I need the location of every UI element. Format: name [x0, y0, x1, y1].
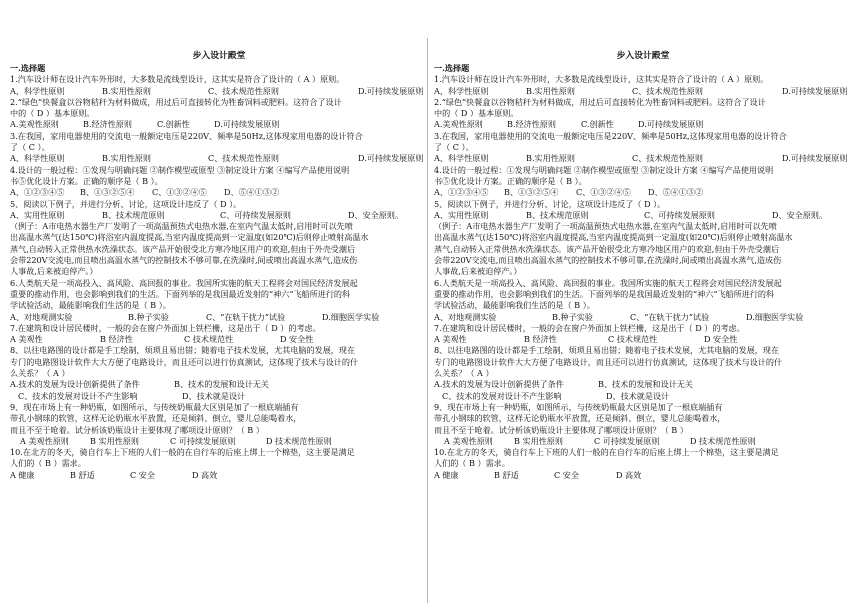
- question-8-cont: 专门的电路图设计软件大大方便了电路设计，而且还可以进行仿真测试，这体现了技术与设计的什: [434, 356, 783, 367]
- question-10-options: [434, 470, 852, 481]
- option-a: A.美观性原则: [434, 119, 483, 130]
- option-d: D、安全原则。: [772, 209, 828, 220]
- column-divider: [427, 38, 428, 603]
- option-c: C、技术的发展对设计不产生影响: [18, 390, 138, 401]
- question-2: 2.“绿色”快餐盒以谷物秸秆为材料做成，用过后可直接转化为牲畜饲料或肥料。这符合了设计: [434, 96, 766, 107]
- question-7-options: [434, 334, 852, 345]
- option-c: C、技术的发展对设计不产生影响: [442, 390, 562, 401]
- option-a: A、科学性原则: [434, 153, 489, 164]
- question-3: 3.在我国，家用电器使用的交流电一般额定电压是220V、频率是50Hz,这体现家用电器的设计符合: [434, 130, 787, 141]
- option-c: C、技术规范性原则: [208, 85, 279, 96]
- option-a: A、科学性原则: [434, 85, 489, 96]
- question-9-cont: 而且不至于呛着。试分析该奶瓶设计主要体现了哪项设计原则？（ B ）: [434, 424, 688, 435]
- question-1-options: [434, 86, 852, 97]
- option-d: D 技术规范性原则: [266, 435, 332, 446]
- option-a: A、对地观测实验: [434, 311, 497, 322]
- option-b: B 实用性原则: [514, 435, 563, 446]
- option-a: A 健康: [10, 469, 35, 480]
- question-10-cont: 人们的（ B ）需求。: [434, 458, 510, 469]
- option-c: C 可持续发展原则: [594, 435, 660, 446]
- option-b: B、技术的发展和设计无关: [174, 379, 269, 390]
- section-heading: 一.选择题: [10, 63, 46, 73]
- option-a: A、实用性原则: [10, 209, 65, 220]
- question-1: 1.汽车设计师在设计汽车外形时，大多数是流线型设计，这其实是符合了设计的（ A ）原则。: [434, 74, 769, 85]
- option-b: B.经济性原则: [83, 119, 132, 130]
- option-c: C、①③②④⑤: [152, 187, 207, 198]
- option-b: B 实用性原则: [90, 435, 139, 446]
- question-7: 7.在建筑和设计居民楼时，一般的会在窗户外面加上铁栏栅，这是出于（ D ）的考虑。: [434, 322, 745, 333]
- question-10-options: [10, 470, 428, 481]
- option-d: D、技术就是设计: [606, 390, 670, 401]
- option-a: A 健康: [434, 469, 459, 480]
- option-b: B.实用性原则: [526, 85, 575, 96]
- option-d: D 技术规范性原则: [690, 435, 756, 446]
- option-a: A 美观性: [434, 334, 467, 345]
- question-8-cont: 么关系？（ A ）: [434, 368, 494, 379]
- question-5-example: 蒸气,自动转入正常供热水洗澡状态。该产品开始很受北方寒冷地区用户的欢迎,但由于外壳受潮后: [10, 243, 356, 254]
- option-c: C 安全: [130, 469, 155, 480]
- question-9-cont: 带孔小钢球的软管，这样无论奶瓶水平放置，还是倾斜、倒立，婴儿总能喝着水，: [10, 413, 302, 424]
- option-a: A.美观性原则: [10, 119, 59, 130]
- question-10: 10.在北方的冬天，骑自行车上下班的人们一般的在自行车的后座上绑上一个棉垫，这主要是满足: [434, 447, 779, 458]
- option-d: D.可持续发展原则: [214, 119, 280, 130]
- section-heading: 一.选择题: [434, 63, 470, 73]
- option-a: A、实用性原则: [434, 209, 489, 220]
- option-b: B、技术规范原则: [102, 209, 165, 220]
- question-3: 3.在我国，家用电器使用的交流电一般额定电压是220V、频率是50Hz,这体现家用电器的设计符合: [10, 130, 363, 141]
- option-b: B.经济性原则: [507, 119, 556, 130]
- question-8: 8、以往电路图的设计都是手工绘制，烦琐且易出错；随着电子技术发展，尤其电脑的发展，现在: [434, 345, 780, 356]
- question-5-example: 出高温水蒸气(达150℃)将浴室内温度提高,当室内温度提高到一定温度(如20℃)后则停止喷射高温水: [434, 232, 793, 243]
- question-5: 5、阅读以下例子，并进行分析、讨论，这项设计违反了（ D ）。: [434, 198, 666, 209]
- question-8-options-row2: [434, 391, 852, 402]
- question-9-cont: 带孔小钢球的软管，这样无论奶瓶水平放置，还是倾斜、倒立，婴儿总能喝着水，: [434, 413, 726, 424]
- question-5-example: 人事故,后来被迫停产。）: [10, 266, 98, 277]
- option-d: D.可持续发展原则: [782, 85, 848, 96]
- question-4-cont: 书⑤优化设计方案。正确的顺序是（ B ）。: [434, 175, 587, 186]
- question-1: 1.汽车设计师在设计汽车外形时，大多数是流线型设计，这其实是符合了设计的（ A ）原则。: [10, 74, 345, 85]
- question-8-options-row1: [434, 379, 852, 390]
- question-6-cont: 重要的推动作用，也会影响到我们的生活。下面列举的是我国最近发射的“神六”飞船所进行的科: [434, 288, 775, 299]
- question-8-options-row2: [10, 391, 428, 402]
- question-4-options: [10, 187, 428, 198]
- question-5-options: [434, 210, 852, 221]
- option-b: B 经济性: [524, 334, 557, 345]
- page-title: 步入设计殿堂: [192, 51, 246, 61]
- question-4-cont: 书⑤优化设计方案。正确的顺序是（ B ）。: [10, 175, 163, 186]
- question-2-cont: 中的（ D ）基本原则。: [10, 108, 95, 119]
- option-d: D 高效: [616, 469, 642, 480]
- question-2-cont: 中的（ D ）基本原则。: [434, 108, 519, 119]
- question-4: 4.设计的一般过程：①发现与明确问题 ②制作模型或原型 ③制定设计方案 ④编写产品使用说明: [10, 164, 350, 175]
- option-d: D 高效: [192, 469, 218, 480]
- question-3-options: [10, 153, 428, 164]
- question-6-options: [10, 312, 428, 323]
- option-d: D 安全性: [704, 334, 738, 345]
- option-b: B.实用性原则: [526, 153, 575, 164]
- option-d: D.可持续发展原则: [358, 153, 424, 164]
- option-a: A 美观性原则: [20, 435, 69, 446]
- question-7-options: [10, 334, 428, 345]
- left-column: [10, 0, 428, 607]
- question-9-options: [434, 436, 852, 447]
- option-a: A、科学性原则: [10, 153, 65, 164]
- question-5-example: 出高温水蒸气(达150℃)将浴室内温度提高,当室内温度提高到一定温度(如20℃)后则停止喷射高温水: [10, 232, 369, 243]
- question-6-cont: 学试验活动，最能影响我们生活的是（ B ）。: [10, 300, 171, 311]
- option-b: B.实用性原则: [102, 85, 151, 96]
- option-b: B、技术规范原则: [526, 209, 589, 220]
- option-b: B.种子实验: [128, 311, 169, 322]
- option-b: B.种子实验: [552, 311, 593, 322]
- question-8-options-row1: [10, 379, 428, 390]
- question-3-cont: 了（ C ）。: [10, 142, 50, 153]
- question-6-cont: 重要的推动作用，也会影响到我们的生活。下面列举的是我国最近发射的“神六”飞船所进行的科: [10, 288, 351, 299]
- option-a: A、①②③④⑤: [10, 187, 65, 198]
- question-10: 10.在北方的冬天，骑自行车上下班的人们一般的在自行车的后座上绑上一个棉垫，这主要是满足: [10, 447, 355, 458]
- question-5-example: 会带220V交流电,而且喷出高温水蒸气的控制技术不够可靠,在洗澡时,间或喷出高温水蒸气,造成伤: [10, 255, 358, 266]
- option-c: C.创新性: [157, 119, 190, 130]
- option-a: A.技术的发展为设计创新提供了条件: [434, 379, 564, 390]
- option-d: D.可持续发展原则: [782, 153, 848, 164]
- question-5-example: 会带220V交流电,而且喷出高温水蒸气的控制技术不够可靠,在洗澡时,间或喷出高温水蒸气,造成伤: [434, 255, 782, 266]
- option-b: B 经济性: [100, 334, 133, 345]
- option-c: C、可持续发展原则: [220, 209, 291, 220]
- option-c: C、①③②④⑤: [576, 187, 631, 198]
- question-5-example: 蒸气,自动转入正常供热水洗澡状态。该产品开始很受北方寒冷地区用户的欢迎,但由于外壳受潮后: [434, 243, 780, 254]
- question-9-options: [10, 436, 428, 447]
- option-c: C、技术规范性原则: [632, 85, 703, 96]
- option-a: A 美观性: [10, 334, 43, 345]
- question-3-options: [434, 153, 852, 164]
- option-c: C 安全: [554, 469, 579, 480]
- question-8-cont: 么关系？（ A ）: [10, 368, 70, 379]
- question-1-options: [10, 86, 428, 97]
- right-column: [434, 0, 852, 607]
- question-6-options: [434, 312, 852, 323]
- option-c: C 可持续发展原则: [170, 435, 236, 446]
- question-6-cont: 学试验活动，最能影响我们生活的是（ B ）。: [434, 300, 595, 311]
- option-a: A 美观性原则: [444, 435, 493, 446]
- question-8: 8、以往电路图的设计都是手工绘制，烦琐且易出错；随着电子技术发展，尤其电脑的发展，现在: [10, 345, 356, 356]
- question-8-cont: 专门的电路图设计软件大大方便了电路设计，而且还可以进行仿真测试，这体现了技术与设计的什: [10, 356, 359, 367]
- question-6: 6.人类航天是一项高投入、高风险、高回报的事业。我国所实施的航天工程将会对国民经济发展起: [434, 277, 782, 288]
- option-b: B、①③②⑤④: [504, 187, 559, 198]
- option-c: C、“在轨干扰力”试验: [206, 311, 286, 322]
- question-3-cont: 了（ C ）。: [434, 142, 474, 153]
- option-a: A、①②③④⑤: [434, 187, 489, 198]
- option-a: A、科学性原则: [10, 85, 65, 96]
- option-b: B.实用性原则: [102, 153, 151, 164]
- option-c: C.创新性: [581, 119, 614, 130]
- option-d: D.可持续发展原则: [358, 85, 424, 96]
- question-9: 9、现在市场上有一种奶瓶，如图所示，与传统奶瓶最大区别是加了一根底端插有: [434, 401, 723, 412]
- question-6: 6.人类航天是一项高投入、高风险、高回报的事业。我国所实施的航天工程将会对国民经济发展起: [10, 277, 358, 288]
- question-4: 4.设计的一般过程：①发现与明确问题 ②制作模型或原型 ③制定设计方案 ④编写产品使用说明: [434, 164, 774, 175]
- option-d: D、安全原则。: [348, 209, 404, 220]
- option-c: C 技术规范性: [608, 334, 658, 345]
- question-5-example: （例子：A市电热水器生产厂发明了一项高温预热式电热水器,在室内气温太低时,启用时可以先喷: [10, 221, 353, 232]
- question-5-example: 人事故,后来被迫停产。）: [434, 266, 522, 277]
- option-c: C、“在轨干扰力”试验: [630, 311, 710, 322]
- option-d: D.细胞医学实验: [746, 311, 804, 322]
- question-2: 2.“绿色”快餐盒以谷物秸秆为材料做成，用过后可直接转化为牲畜饲料或肥料。这符合了设计: [10, 96, 342, 107]
- option-d: D.可持续发展原则: [638, 119, 704, 130]
- question-9: 9、现在市场上有一种奶瓶，如图所示，与传统奶瓶最大区别是加了一根底端插有: [10, 401, 299, 412]
- option-b: B 舒适: [70, 469, 95, 480]
- option-b: B 舒适: [494, 469, 519, 480]
- question-5-example: （例子：A市电热水器生产厂发明了一项高温预热式电热水器,在室内气温太低时,启用时可以先喷: [434, 221, 777, 232]
- page-title: 步入设计殿堂: [616, 51, 670, 61]
- option-c: C、技术规范性原则: [632, 153, 703, 164]
- question-9-cont: 而且不至于呛着。试分析该奶瓶设计主要体现了哪项设计原则？（ B ）: [10, 424, 264, 435]
- option-d: D 安全性: [280, 334, 314, 345]
- option-d: D、技术就是设计: [182, 390, 246, 401]
- question-7: 7.在建筑和设计居民楼时，一般的会在窗户外面加上铁栏栅，这是出于（ D ）的考虑。: [10, 322, 321, 333]
- option-a: A.技术的发展为设计创新提供了条件: [10, 379, 140, 390]
- option-c: C 技术规范性: [184, 334, 234, 345]
- option-a: A、对地观测实验: [10, 311, 73, 322]
- question-2-options: [434, 119, 852, 130]
- option-c: C、技术规范性原则: [208, 153, 279, 164]
- option-b: B、技术的发展和设计无关: [598, 379, 693, 390]
- option-d: D、⑤④①③②: [224, 187, 280, 198]
- option-d: D、⑤④①③②: [648, 187, 704, 198]
- question-5-options: [10, 210, 428, 221]
- question-5: 5、阅读以下例子，并进行分析、讨论，这项设计违反了（ D ）。: [10, 198, 242, 209]
- question-4-options: [434, 187, 852, 198]
- option-d: D.细胞医学实验: [322, 311, 380, 322]
- option-b: B、①③②⑤④: [80, 187, 135, 198]
- question-2-options: [10, 119, 428, 130]
- question-10-cont: 人们的（ B ）需求。: [10, 458, 86, 469]
- option-c: C、可持续发展原则: [644, 209, 715, 220]
